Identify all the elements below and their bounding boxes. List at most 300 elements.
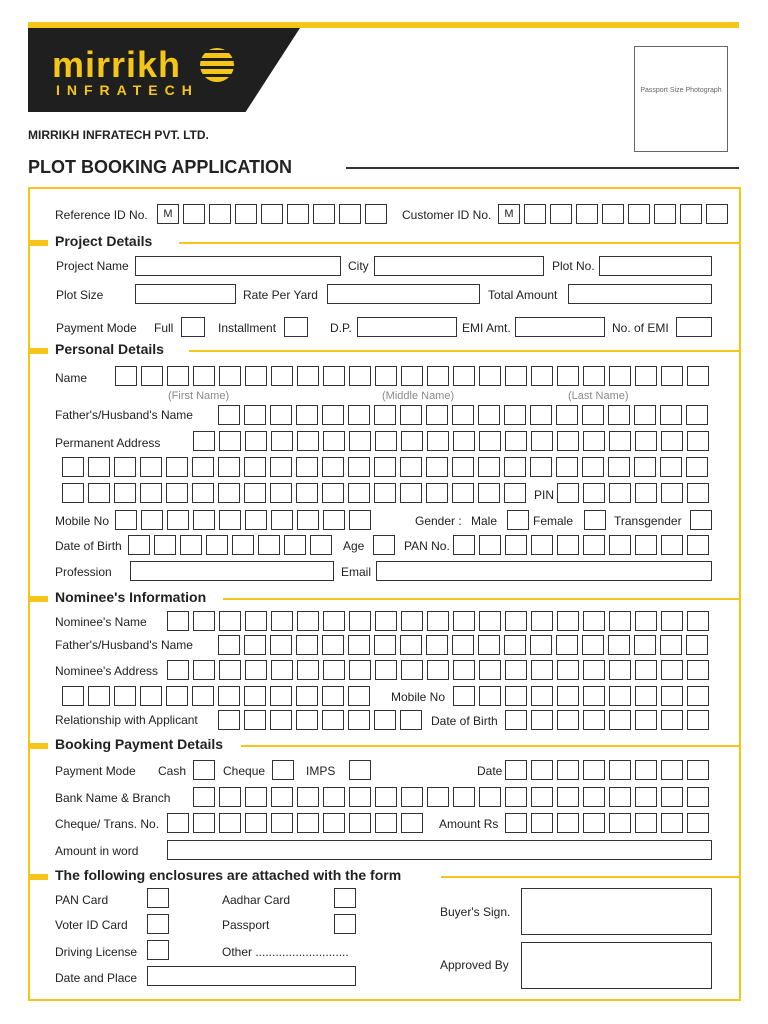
approved-by-box[interactable] [521, 942, 712, 989]
mobile-char-box[interactable] [323, 510, 345, 530]
nominee-father-char-box[interactable] [452, 635, 474, 655]
name-char-box[interactable] [401, 366, 423, 386]
nominee-address-char-box[interactable] [219, 660, 241, 680]
nominee-dob-char-box[interactable] [583, 710, 605, 730]
name-char-box[interactable] [687, 366, 709, 386]
address-char-box[interactable] [635, 431, 657, 451]
voter-id-checkbox[interactable] [147, 914, 169, 934]
address-char-box[interactable] [245, 431, 267, 451]
amount-char-box[interactable] [661, 813, 683, 833]
nominee-address-char-box[interactable] [687, 660, 709, 680]
father-name-char-box[interactable] [426, 405, 448, 425]
cheque-no-char-box[interactable] [349, 813, 371, 833]
email-input[interactable] [376, 561, 712, 581]
address-line2-box[interactable] [426, 457, 448, 477]
age-box[interactable] [373, 535, 395, 555]
bank-branch-char-box[interactable] [401, 787, 423, 807]
reference-id-box[interactable] [365, 204, 387, 224]
cheque-no-char-box[interactable] [167, 813, 189, 833]
nominee-father-char-box[interactable] [218, 635, 240, 655]
plot-no-input[interactable] [599, 256, 712, 276]
booking-date-char-box[interactable] [687, 760, 709, 780]
cheque-no-char-box[interactable] [297, 813, 319, 833]
name-char-box[interactable] [219, 366, 241, 386]
nominee-name-char-box[interactable] [167, 611, 189, 631]
nominee-mobile-char-box[interactable] [687, 686, 709, 706]
reference-id-box[interactable] [261, 204, 283, 224]
name-char-box[interactable] [531, 366, 553, 386]
buyer-sign-box[interactable] [521, 888, 712, 935]
address-char-box[interactable] [401, 431, 423, 451]
nominee-address-char-box[interactable] [583, 660, 605, 680]
mobile-char-box[interactable] [297, 510, 319, 530]
dob-char-box[interactable] [258, 535, 280, 555]
nominee-name-char-box[interactable] [375, 611, 397, 631]
project-name-input[interactable] [135, 256, 341, 276]
nominee-name-char-box[interactable] [271, 611, 293, 631]
pan-char-box[interactable] [531, 535, 553, 555]
bank-branch-char-box[interactable] [297, 787, 319, 807]
mobile-char-box[interactable] [349, 510, 371, 530]
address-char-box[interactable] [219, 431, 241, 451]
amount-char-box[interactable] [583, 813, 605, 833]
customer-id-box[interactable] [654, 204, 676, 224]
nominee-father-char-box[interactable] [660, 635, 682, 655]
name-char-box[interactable] [115, 366, 137, 386]
amount-char-box[interactable] [531, 813, 553, 833]
father-name-char-box[interactable] [244, 405, 266, 425]
relationship-char-box[interactable] [322, 710, 344, 730]
father-name-char-box[interactable] [686, 405, 708, 425]
nominee-father-char-box[interactable] [296, 635, 318, 655]
address-line3-box[interactable] [114, 483, 136, 503]
relationship-char-box[interactable] [400, 710, 422, 730]
mobile-char-box[interactable] [193, 510, 215, 530]
name-char-box[interactable] [505, 366, 527, 386]
address-line3-box[interactable] [244, 483, 266, 503]
address-line2-box[interactable] [88, 457, 110, 477]
nominee-father-char-box[interactable] [608, 635, 630, 655]
address-line2-box[interactable] [374, 457, 396, 477]
nominee-name-char-box[interactable] [427, 611, 449, 631]
cash-checkbox[interactable] [193, 760, 215, 780]
amount-char-box[interactable] [557, 813, 579, 833]
father-name-char-box[interactable] [270, 405, 292, 425]
nominee-name-char-box[interactable] [635, 611, 657, 631]
nominee-name-char-box[interactable] [401, 611, 423, 631]
nominee-dob-char-box[interactable] [687, 710, 709, 730]
nominee-father-char-box[interactable] [686, 635, 708, 655]
address-line3-box[interactable] [452, 483, 474, 503]
name-char-box[interactable] [609, 366, 631, 386]
address-char-box[interactable] [323, 431, 345, 451]
address-line2-box[interactable] [62, 457, 84, 477]
address-char-box[interactable] [531, 431, 553, 451]
pan-char-box[interactable] [583, 535, 605, 555]
nominee-dob-char-box[interactable] [557, 710, 579, 730]
cheque-checkbox[interactable] [272, 760, 294, 780]
nominee-address-char-box[interactable] [375, 660, 397, 680]
address-line3-box[interactable] [478, 483, 500, 503]
nominee-address-char-box[interactable] [297, 660, 319, 680]
father-name-char-box[interactable] [452, 405, 474, 425]
cheque-no-char-box[interactable] [245, 813, 267, 833]
photo-box[interactable] [634, 46, 728, 152]
full-checkbox[interactable] [181, 317, 205, 337]
installment-checkbox[interactable] [284, 317, 308, 337]
name-char-box[interactable] [323, 366, 345, 386]
name-char-box[interactable] [375, 366, 397, 386]
cheque-no-char-box[interactable] [271, 813, 293, 833]
address-line3-box[interactable] [322, 483, 344, 503]
reference-id-prefix-box[interactable]: M [157, 204, 179, 224]
address-line2-box[interactable] [140, 457, 162, 477]
mobile-char-box[interactable] [219, 510, 241, 530]
nominee-address-char-box[interactable] [193, 660, 215, 680]
nominee-father-char-box[interactable] [348, 635, 370, 655]
nominee-name-char-box[interactable] [479, 611, 501, 631]
father-name-char-box[interactable] [504, 405, 526, 425]
address-char-box[interactable] [583, 431, 605, 451]
dp-input[interactable] [357, 317, 457, 337]
reference-id-box[interactable] [287, 204, 309, 224]
bank-branch-char-box[interactable] [583, 787, 605, 807]
amount-char-box[interactable] [687, 813, 709, 833]
nominee-dob-char-box[interactable] [635, 710, 657, 730]
bank-branch-char-box[interactable] [661, 787, 683, 807]
name-char-box[interactable] [271, 366, 293, 386]
nominee-address-line2-box[interactable] [62, 686, 84, 706]
bank-branch-char-box[interactable] [557, 787, 579, 807]
pan-char-box[interactable] [635, 535, 657, 555]
name-char-box[interactable] [479, 366, 501, 386]
nominee-name-char-box[interactable] [557, 611, 579, 631]
mobile-char-box[interactable] [141, 510, 163, 530]
reference-id-box[interactable] [209, 204, 231, 224]
bank-branch-char-box[interactable] [609, 787, 631, 807]
nominee-address-char-box[interactable] [427, 660, 449, 680]
plot-size-input[interactable] [135, 284, 236, 304]
amount-char-box[interactable] [609, 813, 631, 833]
nominee-address-line2-box[interactable] [270, 686, 292, 706]
address-char-box[interactable] [453, 431, 475, 451]
name-char-box[interactable] [141, 366, 163, 386]
name-char-box[interactable] [167, 366, 189, 386]
no-of-emi-input[interactable] [676, 317, 712, 337]
rate-per-yard-input[interactable] [327, 284, 480, 304]
nominee-address-char-box[interactable] [245, 660, 267, 680]
pin-char-box[interactable] [583, 483, 605, 503]
address-line3-box[interactable] [348, 483, 370, 503]
name-char-box[interactable] [427, 366, 449, 386]
nominee-address-line2-box[interactable] [296, 686, 318, 706]
nominee-address-char-box[interactable] [167, 660, 189, 680]
bank-branch-char-box[interactable] [193, 787, 215, 807]
address-char-box[interactable] [427, 431, 449, 451]
pan-char-box[interactable] [453, 535, 475, 555]
address-line3-box[interactable] [88, 483, 110, 503]
amount-word-input[interactable] [167, 840, 712, 860]
address-char-box[interactable] [609, 431, 631, 451]
dob-char-box[interactable] [154, 535, 176, 555]
father-name-char-box[interactable] [218, 405, 240, 425]
bank-branch-char-box[interactable] [635, 787, 657, 807]
father-name-char-box[interactable] [582, 405, 604, 425]
nominee-name-char-box[interactable] [219, 611, 241, 631]
address-char-box[interactable] [505, 431, 527, 451]
father-name-char-box[interactable] [400, 405, 422, 425]
nominee-mobile-char-box[interactable] [453, 686, 475, 706]
bank-branch-char-box[interactable] [245, 787, 267, 807]
nominee-name-char-box[interactable] [297, 611, 319, 631]
nominee-father-char-box[interactable] [582, 635, 604, 655]
pan-char-box[interactable] [557, 535, 579, 555]
nominee-address-line2-box[interactable] [88, 686, 110, 706]
nominee-name-char-box[interactable] [609, 611, 631, 631]
bank-branch-char-box[interactable] [479, 787, 501, 807]
nominee-mobile-char-box[interactable] [609, 686, 631, 706]
dob-char-box[interactable] [284, 535, 306, 555]
bank-branch-char-box[interactable] [271, 787, 293, 807]
father-name-char-box[interactable] [556, 405, 578, 425]
address-line2-box[interactable] [270, 457, 292, 477]
mobile-char-box[interactable] [271, 510, 293, 530]
relationship-char-box[interactable] [244, 710, 266, 730]
address-line3-box[interactable] [140, 483, 162, 503]
name-char-box[interactable] [583, 366, 605, 386]
name-char-box[interactable] [193, 366, 215, 386]
customer-id-box[interactable] [680, 204, 702, 224]
mobile-char-box[interactable] [115, 510, 137, 530]
booking-date-char-box[interactable] [609, 760, 631, 780]
nominee-father-char-box[interactable] [556, 635, 578, 655]
address-line3-box[interactable] [62, 483, 84, 503]
nominee-address-line2-box[interactable] [244, 686, 266, 706]
booking-date-char-box[interactable] [505, 760, 527, 780]
address-line3-box[interactable] [400, 483, 422, 503]
address-line2-box[interactable] [348, 457, 370, 477]
address-line3-box[interactable] [218, 483, 240, 503]
name-char-box[interactable] [297, 366, 319, 386]
amount-char-box[interactable] [505, 813, 527, 833]
nominee-dob-char-box[interactable] [531, 710, 553, 730]
reference-id-box[interactable] [235, 204, 257, 224]
nominee-address-char-box[interactable] [479, 660, 501, 680]
reference-id-box[interactable] [339, 204, 361, 224]
dob-char-box[interactable] [180, 535, 202, 555]
booking-date-char-box[interactable] [635, 760, 657, 780]
total-amount-input[interactable] [568, 284, 712, 304]
bank-branch-char-box[interactable] [427, 787, 449, 807]
address-line2-box[interactable] [244, 457, 266, 477]
bank-branch-char-box[interactable] [453, 787, 475, 807]
nominee-name-char-box[interactable] [687, 611, 709, 631]
address-line2-box[interactable] [478, 457, 500, 477]
pan-card-checkbox[interactable] [147, 888, 169, 908]
nominee-dob-char-box[interactable] [661, 710, 683, 730]
bank-branch-char-box[interactable] [323, 787, 345, 807]
emi-amount-input[interactable] [515, 317, 605, 337]
father-name-char-box[interactable] [322, 405, 344, 425]
cheque-no-char-box[interactable] [375, 813, 397, 833]
customer-id-box[interactable] [550, 204, 572, 224]
nominee-address-line2-box[interactable] [322, 686, 344, 706]
nominee-address-char-box[interactable] [635, 660, 657, 680]
name-char-box[interactable] [349, 366, 371, 386]
address-line2-box[interactable] [556, 457, 578, 477]
nominee-dob-char-box[interactable] [505, 710, 527, 730]
nominee-mobile-char-box[interactable] [531, 686, 553, 706]
address-line2-box[interactable] [660, 457, 682, 477]
booking-date-char-box[interactable] [557, 760, 579, 780]
name-char-box[interactable] [635, 366, 657, 386]
nominee-address-char-box[interactable] [557, 660, 579, 680]
mobile-char-box[interactable] [245, 510, 267, 530]
name-char-box[interactable] [661, 366, 683, 386]
nominee-father-char-box[interactable] [426, 635, 448, 655]
address-char-box[interactable] [479, 431, 501, 451]
mobile-char-box[interactable] [167, 510, 189, 530]
customer-id-box[interactable] [576, 204, 598, 224]
nominee-name-char-box[interactable] [583, 611, 605, 631]
address-line2-box[interactable] [400, 457, 422, 477]
booking-date-char-box[interactable] [531, 760, 553, 780]
address-line2-box[interactable] [530, 457, 552, 477]
pan-char-box[interactable] [505, 535, 527, 555]
address-line2-box[interactable] [322, 457, 344, 477]
address-line3-box[interactable] [166, 483, 188, 503]
bank-branch-char-box[interactable] [349, 787, 371, 807]
address-line2-box[interactable] [634, 457, 656, 477]
nominee-address-char-box[interactable] [531, 660, 553, 680]
address-line2-box[interactable] [504, 457, 526, 477]
transgender-checkbox[interactable] [690, 510, 712, 530]
nominee-father-char-box[interactable] [478, 635, 500, 655]
nominee-name-char-box[interactable] [505, 611, 527, 631]
name-char-box[interactable] [557, 366, 579, 386]
nominee-father-char-box[interactable] [530, 635, 552, 655]
nominee-name-char-box[interactable] [323, 611, 345, 631]
pin-char-box[interactable] [635, 483, 657, 503]
address-char-box[interactable] [297, 431, 319, 451]
address-char-box[interactable] [193, 431, 215, 451]
address-line2-box[interactable] [452, 457, 474, 477]
reference-id-box[interactable] [313, 204, 335, 224]
nominee-address-char-box[interactable] [349, 660, 371, 680]
relationship-char-box[interactable] [218, 710, 240, 730]
father-name-char-box[interactable] [374, 405, 396, 425]
father-name-char-box[interactable] [608, 405, 630, 425]
reference-id-box[interactable] [183, 204, 205, 224]
nominee-mobile-char-box[interactable] [635, 686, 657, 706]
city-input[interactable] [374, 256, 544, 276]
father-name-char-box[interactable] [634, 405, 656, 425]
father-name-char-box[interactable] [348, 405, 370, 425]
address-line2-box[interactable] [114, 457, 136, 477]
address-line2-box[interactable] [296, 457, 318, 477]
cheque-no-char-box[interactable] [401, 813, 423, 833]
nominee-mobile-char-box[interactable] [479, 686, 501, 706]
address-line3-box[interactable] [192, 483, 214, 503]
dob-char-box[interactable] [232, 535, 254, 555]
address-char-box[interactable] [271, 431, 293, 451]
address-line2-box[interactable] [192, 457, 214, 477]
nominee-mobile-char-box[interactable] [557, 686, 579, 706]
bank-branch-char-box[interactable] [219, 787, 241, 807]
address-char-box[interactable] [557, 431, 579, 451]
nominee-father-char-box[interactable] [244, 635, 266, 655]
pan-char-box[interactable] [609, 535, 631, 555]
passport-checkbox[interactable] [334, 914, 356, 934]
nominee-address-line2-box[interactable] [218, 686, 240, 706]
amount-char-box[interactable] [635, 813, 657, 833]
pin-char-box[interactable] [557, 483, 579, 503]
relationship-char-box[interactable] [348, 710, 370, 730]
booking-date-char-box[interactable] [661, 760, 683, 780]
dob-char-box[interactable] [128, 535, 150, 555]
booking-date-char-box[interactable] [583, 760, 605, 780]
customer-id-box[interactable] [602, 204, 624, 224]
bank-branch-char-box[interactable] [531, 787, 553, 807]
nominee-address-char-box[interactable] [609, 660, 631, 680]
pin-char-box[interactable] [661, 483, 683, 503]
customer-id-prefix-box[interactable]: M [498, 204, 520, 224]
cheque-no-char-box[interactable] [323, 813, 345, 833]
address-line2-box[interactable] [218, 457, 240, 477]
nominee-name-char-box[interactable] [245, 611, 267, 631]
nominee-address-line2-box[interactable] [192, 686, 214, 706]
cheque-no-char-box[interactable] [193, 813, 215, 833]
driving-license-checkbox[interactable] [147, 940, 169, 960]
address-line3-box[interactable] [504, 483, 526, 503]
nominee-name-char-box[interactable] [661, 611, 683, 631]
nominee-name-char-box[interactable] [453, 611, 475, 631]
nominee-dob-char-box[interactable] [609, 710, 631, 730]
customer-id-box[interactable] [706, 204, 728, 224]
relationship-char-box[interactable] [296, 710, 318, 730]
female-checkbox[interactable] [584, 510, 606, 530]
pin-char-box[interactable] [687, 483, 709, 503]
nominee-father-char-box[interactable] [270, 635, 292, 655]
nominee-address-line2-box[interactable] [166, 686, 188, 706]
date-place-input[interactable] [147, 966, 356, 986]
father-name-char-box[interactable] [530, 405, 552, 425]
nominee-name-char-box[interactable] [193, 611, 215, 631]
father-name-char-box[interactable] [478, 405, 500, 425]
cheque-no-char-box[interactable] [219, 813, 241, 833]
profession-input[interactable] [130, 561, 334, 581]
pan-char-box[interactable] [479, 535, 501, 555]
nominee-mobile-char-box[interactable] [661, 686, 683, 706]
nominee-father-char-box[interactable] [634, 635, 656, 655]
nominee-address-char-box[interactable] [401, 660, 423, 680]
customer-id-box[interactable] [628, 204, 650, 224]
pan-char-box[interactable] [687, 535, 709, 555]
nominee-address-line2-box[interactable] [348, 686, 370, 706]
aadhar-card-checkbox[interactable] [334, 888, 356, 908]
address-char-box[interactable] [661, 431, 683, 451]
father-name-char-box[interactable] [660, 405, 682, 425]
nominee-address-char-box[interactable] [323, 660, 345, 680]
address-line3-box[interactable] [374, 483, 396, 503]
address-line3-box[interactable] [426, 483, 448, 503]
address-line3-box[interactable] [270, 483, 292, 503]
address-line2-box[interactable] [582, 457, 604, 477]
nominee-address-char-box[interactable] [453, 660, 475, 680]
relationship-char-box[interactable] [270, 710, 292, 730]
nominee-address-char-box[interactable] [505, 660, 527, 680]
name-char-box[interactable] [245, 366, 267, 386]
